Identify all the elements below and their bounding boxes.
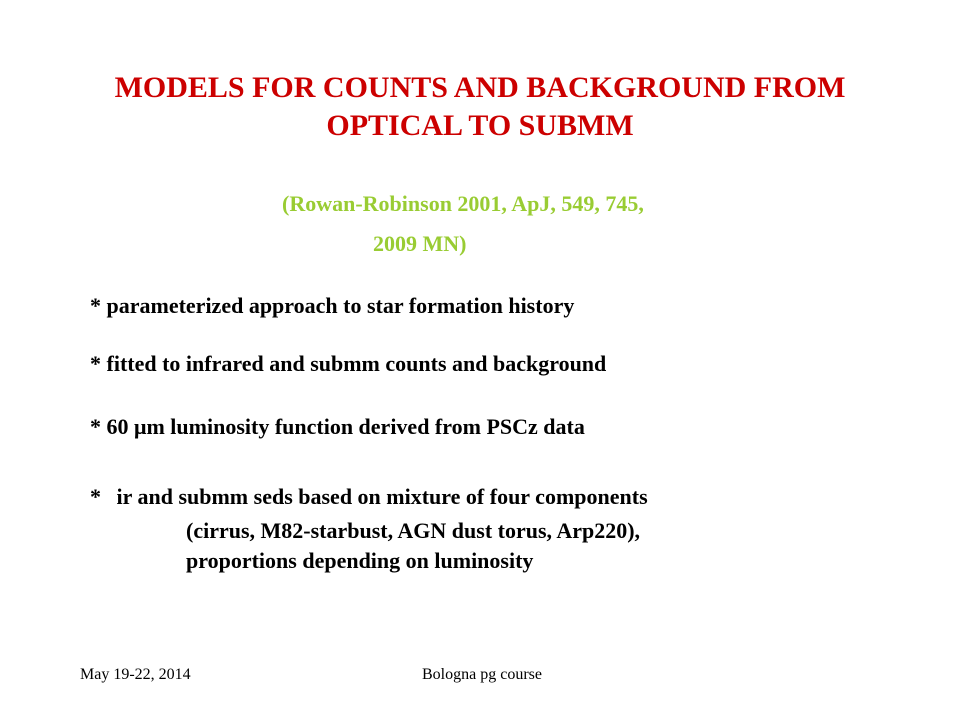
bullet-star-formation [90, 293, 574, 319]
bullet-text: ir and submm seds based on mixture of four components [116, 484, 648, 509]
bullet-seds-mixture [90, 484, 648, 510]
reference-line-1: (Rowan-Robinson 2001, ApJ, 549, 745, [282, 191, 644, 216]
reference-line-2: 2009 MN) [373, 231, 467, 256]
bullet-marker: * [90, 293, 101, 318]
bullet-marker: * [90, 351, 101, 376]
slide-title-line-1: MODELS FOR COUNTS AND BACKGROUND FROM [114, 71, 846, 104]
bullet-continuation-components: (cirrus, M82-starbust, AGN dust torus, Arp220), [186, 518, 641, 543]
bullet-text: 60 μm luminosity function derived from PSCz data [106, 414, 585, 439]
bullet-marker: * [90, 414, 101, 439]
slide-title-line-2: OPTICAL TO SUBMM [326, 109, 634, 142]
bullet-marker: * [90, 484, 101, 509]
footer-event: Bologna pg course [422, 666, 542, 683]
bullet-luminosity-function [90, 414, 585, 440]
bullet-continuation-proportions: proportions depending on luminosity [186, 548, 534, 573]
footer-date: May 19-22, 2014 [80, 666, 191, 683]
bullet-fitted-counts [90, 351, 606, 377]
bullet-text: fitted to infrared and submm counts and background [106, 351, 607, 376]
bullet-text: parameterized approach to star formation history [106, 293, 575, 318]
